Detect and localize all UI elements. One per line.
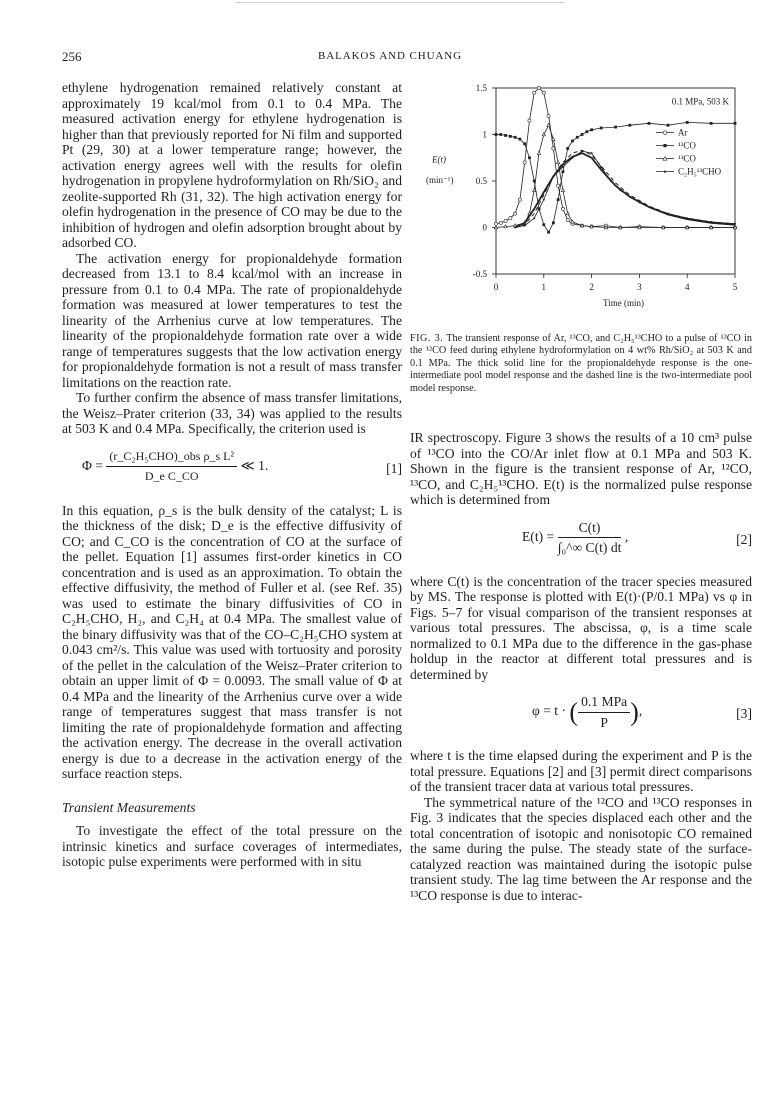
series-line-0-ar (496, 88, 735, 228)
data-point (542, 133, 545, 136)
data-point (571, 140, 574, 143)
data-point (552, 221, 555, 224)
left-paragraph-2: The activation energy for propionaldehyde formation decreased from 13.1 to 8.4 kcal/mol with an increase in pressure from 0.1 to 0.4 MPa. The rate of propionaldehyde formation was measured at lower temperatures to test the linearity of the Arrhenius curve at low temperatures. The linearity of the propionaldehyde formation rate over a wide range of temperatures suggests that the low activation energy for propionaldehyde formation is not a result of mass transfer limitations on the reaction rate. (62, 250, 402, 390)
y-tick-label: -0.5 (472, 269, 487, 279)
y-tick-label: 1 (482, 129, 487, 140)
data-point (566, 218, 569, 221)
data-point (537, 86, 540, 89)
data-point (547, 114, 550, 117)
data-point (537, 151, 540, 154)
data-point (533, 91, 536, 94)
top-rule (235, 2, 565, 3)
chart-series (494, 86, 736, 233)
data-point (552, 147, 555, 150)
data-point (581, 133, 584, 136)
data-point (547, 231, 550, 234)
data-point (566, 147, 569, 150)
data-point (557, 184, 560, 187)
data-point (734, 122, 737, 125)
equation-3-lhs: φ = t · (532, 703, 567, 719)
running-head: BALAKOS AND CHUANG (318, 50, 462, 62)
data-point (566, 212, 569, 215)
figure-caption-text: The transient response of Ar, ¹³CO, and C₂H₅¹³CHO to a pulse of ¹³CO in the ¹²CO feed during ethylene hydroformylation on 4 wt% Rh/SiO₂ at 503 K and 0.1 MPa. The thick solid line for the propionaldehyde response is the one-intermediate pool model response and the dashed line is the two-intermediate pool model response. (410, 333, 752, 394)
x-axis-label: Time (min) (603, 298, 644, 308)
equation-2 (410, 514, 752, 568)
left-paragraph-5: To investigate the effect of the total pressure on the intrinsic kinetics and surface coverages of intermediates, isotopic pulse experiments were performed with in situ (62, 823, 402, 869)
data-point (591, 152, 593, 154)
right-column (410, 430, 752, 903)
equation-2-numerator: C(t) (558, 520, 622, 539)
x-tick-label: 1 (541, 282, 547, 292)
data-point (509, 135, 512, 138)
equation-2-fraction (558, 520, 622, 556)
left-paragraph-3: To further confirm the absence of mass transfer limitations, the Weisz–Prater criterion (33, 34) was applied to the results at 503 K and 0.4 MPa. Specifically, the criterion used is (62, 390, 402, 436)
data-point (561, 207, 564, 210)
equation-3-numerator: 0.1 MPa (578, 694, 630, 713)
data-point (542, 223, 545, 226)
equation-1-lhs: Φ = (82, 457, 104, 473)
equation-3: φ = t · ( $\frac{\text{0.1 MPa}}{P}$ ), [3] (532, 694, 752, 730)
legend-label: Ar (678, 127, 688, 138)
left-paragraph-1: ethylene hydrogenation remained relatively constant at approximately 19 kcal/mol from 0.1 to 0.4 MPa. The measured activation energy for ethylene hydrogenation is higher than that previously reported for Ni film and supported Pt (29, 30) at a lower temperature range; however, the activation energy agrees well with the results for olefin hydrogenation in propylene hydroformylation on Rh/SiO₂ and zeolite-supported Rh (31, 32). The high activation energy for olefin hydrogenation in the presence of CO may be due to the inhibition of hydrogen and olefin adsorption brought about by adsorbed CO. (62, 80, 402, 250)
x-tick-label: 3 (637, 282, 642, 292)
data-point (523, 161, 526, 164)
equation-1-denominator: D_e C_CO (144, 469, 199, 483)
y-axis-label: E(t) (432, 154, 446, 165)
data-point (499, 221, 502, 224)
figure-caption-label: FIG. 3. (410, 333, 444, 344)
equation-2-label: [2] (736, 531, 752, 547)
right-paragraph-2: where C(t) is the concentration of the tracer species measured by MS. The response is plotted with E(t)·(P/0.1 MPa) vs φ in Figs. 5–7 for visual comparison of the transient responses at various total pressures. The abscissa, φ, is a time scale normalized to 0.1 MPa due to the difference in the gas-phase holdup in the reactor at different total pressures and is determined by (410, 573, 752, 682)
y-axis-unit: (min⁻¹) (426, 174, 454, 185)
data-point (556, 161, 559, 164)
data-point (667, 124, 670, 127)
equation-3-tail: , (638, 703, 643, 719)
y-tick-label: 0 (482, 222, 487, 233)
equation-3-denominator: P (600, 714, 608, 730)
data-point (576, 136, 579, 139)
data-point (494, 226, 497, 229)
right-paragraph-1: IR spectroscopy. Figure 3 shows the results of a 10 cm³ pulse of ¹³CO into the CO/Ar inlet flow at 0.1 MPa and 503 K. Shown in the figure is the transient response of Ar, ¹²CO, ¹³CO, and C₂H₅¹³CHO. E(t) is the normalized pulse response which is determined from (410, 430, 752, 507)
page-number: 256 (62, 49, 82, 64)
equation-1-fraction (106, 449, 237, 485)
figure-caption (410, 333, 752, 395)
data-point (686, 121, 689, 124)
legend-marker (663, 144, 666, 147)
x-tick-label: 0 (493, 282, 499, 292)
data-point (533, 217, 535, 219)
data-point (518, 198, 521, 201)
right-paragraph-4: The symmetrical nature of the ¹²CO and ¹³CO responses in Fig. 3 indicates that the species displaced each other and the total concentration of isotopic and nonisotopic CO remained the same during the pulse. The steady state of the surface-catalyzed reaction was maintained during the isotopic pulse transient study. The lag time between the Ar response and the ¹³CO response is due to interac- (410, 794, 752, 903)
series-line-3-c-h-cho (515, 151, 735, 227)
legend-label: ¹²CO (678, 140, 696, 151)
equation-2-lhs: E(t) = (522, 528, 555, 544)
data-point (519, 138, 522, 141)
data-point (514, 212, 517, 215)
right-paragraph-3: where t is the time elapsed during the experiment and P is the total pressure. Equations [2] and [3] permit direct comparisons of the transient tracer data at various total pressures. (410, 748, 752, 794)
data-point (494, 222, 497, 225)
chart-annotation: 0.1 MPa, 503 K (671, 96, 729, 107)
data-point (614, 126, 617, 129)
data-point (561, 189, 564, 192)
left-column (62, 80, 402, 870)
data-point (600, 127, 603, 130)
y-tick-label: 0.5 (475, 176, 487, 186)
data-point (509, 217, 512, 220)
data-point (504, 134, 507, 137)
data-point (528, 119, 531, 122)
data-point (514, 136, 517, 139)
data-point (562, 170, 565, 173)
equation-1-label: [1] (386, 460, 402, 476)
left-paragraph-4: In this equation, ρ_s is the bulk density of the catalyst; L is the thickness of the disk; D_e is the effective diffusivity of CO; and C_CO is the concentration of CO at the surface of the pellet. Equation [1] assumes first-order kinetics in CO concentration and is used as an approximation. To obtain the effective diffusivity, the method of Fuller et al. (see Ref. 35) was used to estimate the binary diffusivities of CO in C₂H₅CHO, H₂, and C₂H₄ at 0.4 MPa. The smallest value of the binary diffusivity was that of the CO–C₂H₅CHO system at 0.043 cm²/s. This value was used with tortuosity and porosity of the pellet in the calculation of the Weisz–Prater criterion to obtain an upper limit of Φ = 0.0093. The small value of Φ at 0.4 MPa and the linearity of the Arrhenius curve over a wide range of temperatures suggest that mass transfer is not limiting the rate of propionaldehyde formation and affecting the activation energy. The decrease in the overall activation energy is due to a decrease in the activation energy of the surface reaction steps. (62, 502, 402, 781)
equation-1-numerator: (r_C₂H₅CHO)_obs ρ_s L² (106, 449, 237, 468)
legend-marker (663, 131, 667, 135)
x-tick-label: 4 (684, 282, 690, 292)
equation-1 (62, 443, 402, 497)
data-point (504, 219, 507, 222)
plot-frame (496, 88, 735, 274)
data-point (648, 122, 651, 125)
equation-2-denominator: ∫₀^∞ C(t) dt (557, 540, 622, 555)
data-point (628, 124, 631, 127)
data-point (542, 91, 545, 94)
equation-3-fraction (578, 694, 630, 730)
y-tick-label: 1.5 (475, 83, 487, 93)
x-tick-label: 5 (732, 282, 738, 292)
equation-3-label: [3] (736, 706, 752, 721)
legend-marker (664, 171, 666, 173)
series-line-4-thick-solid (515, 153, 735, 227)
data-point (543, 199, 545, 201)
x-tick-label: 2 (589, 282, 594, 292)
data-point (504, 225, 507, 228)
data-point (585, 130, 588, 133)
data-point (523, 142, 526, 145)
data-point (710, 122, 713, 125)
legend-label: C₂H₅¹³CHO (678, 166, 722, 177)
equation-1-rhs: ≪ 1. (240, 457, 269, 473)
data-point (528, 156, 531, 159)
data-point (557, 198, 560, 201)
section-heading: Transient Measurements (62, 799, 196, 815)
equation-2-tail: , (624, 528, 629, 544)
figure-3-chart (410, 78, 755, 328)
data-point (590, 128, 593, 131)
legend-label: ¹³CO (678, 153, 696, 164)
data-point (495, 133, 498, 136)
data-point (499, 133, 502, 136)
